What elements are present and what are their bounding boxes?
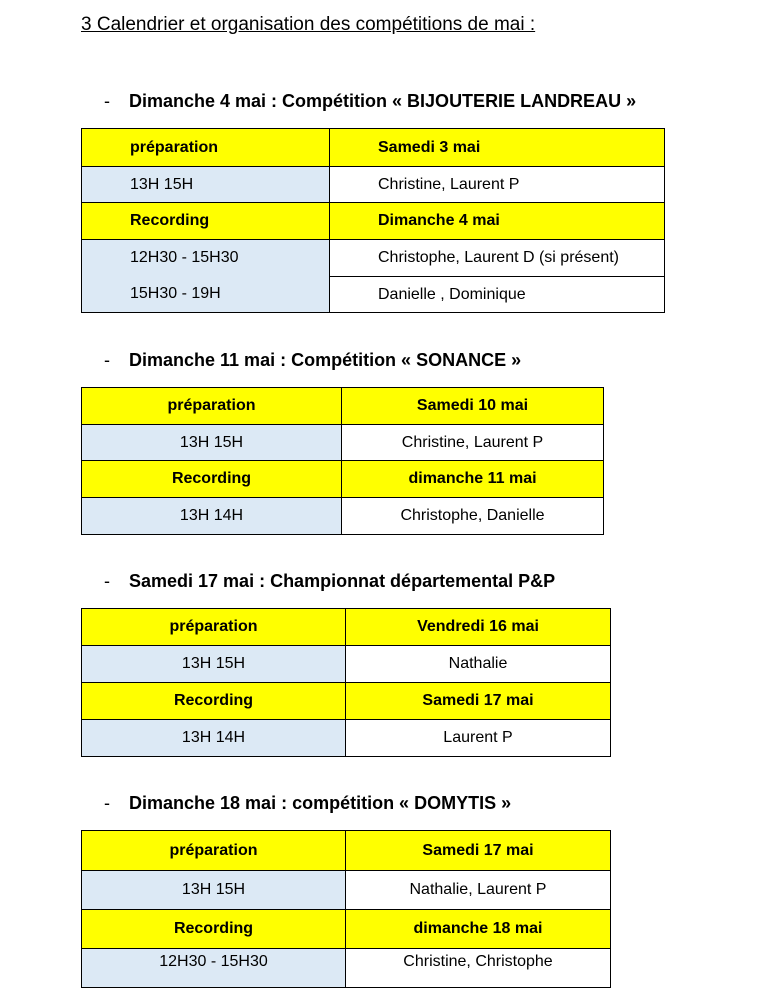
table-cell: 13H 14H bbox=[82, 720, 346, 757]
table-cell: Nathalie bbox=[346, 646, 611, 683]
section-title: Dimanche 18 mai : compétition « DOMYTIS » bbox=[129, 793, 512, 813]
page-title: 3 Calendrier et organisation des compétitions de mai : bbox=[81, 14, 536, 35]
table-cell: Recording bbox=[82, 683, 346, 720]
schedule-table bbox=[81, 608, 611, 757]
table-cell: Christine, Christophe bbox=[346, 949, 611, 988]
table-cell: 13H 15H bbox=[82, 871, 346, 910]
table-row bbox=[82, 277, 665, 313]
table-row bbox=[82, 831, 611, 871]
schedule-table bbox=[81, 128, 665, 313]
table-row bbox=[82, 498, 604, 535]
table-cell: Recording bbox=[82, 203, 330, 240]
table-row bbox=[82, 203, 665, 240]
table-cell: Vendredi 16 mai bbox=[346, 609, 611, 646]
section-heading bbox=[104, 571, 555, 592]
table-row bbox=[82, 871, 611, 910]
section-heading bbox=[104, 91, 636, 112]
table-cell: 13H 15H bbox=[82, 167, 330, 203]
table-cell: préparation bbox=[82, 129, 330, 167]
table-row bbox=[82, 425, 604, 461]
section-title: Dimanche 11 mai : Compétition « SONANCE » bbox=[129, 350, 522, 370]
table-row bbox=[82, 129, 665, 167]
table-cell: Christine, Laurent P bbox=[342, 425, 604, 461]
table-cell: préparation bbox=[82, 609, 346, 646]
table-cell: Laurent P bbox=[346, 720, 611, 757]
table-row bbox=[82, 461, 604, 498]
table-cell: 13H 15H bbox=[82, 646, 346, 683]
table-cell: Danielle , Dominique bbox=[330, 277, 665, 313]
table-cell: Recording bbox=[82, 910, 346, 949]
table-row bbox=[82, 683, 611, 720]
table-cell: Recording bbox=[82, 461, 342, 498]
table-cell: Samedi 3 mai bbox=[330, 129, 665, 167]
table-cell: Christophe, Danielle bbox=[342, 498, 604, 535]
table-cell: Christophe, Laurent D (si présent) bbox=[330, 240, 665, 277]
table-cell: 12H30 - 15H30 bbox=[82, 240, 330, 277]
table-row bbox=[82, 609, 611, 646]
table-row bbox=[82, 388, 604, 425]
table-cell: Samedi 17 mai bbox=[346, 831, 611, 871]
section-title: Dimanche 4 mai : Compétition « BIJOUTERIE LANDREAU » bbox=[129, 91, 637, 111]
table-row bbox=[82, 720, 611, 757]
table-row bbox=[82, 240, 665, 277]
schedule-table bbox=[81, 830, 611, 988]
table-cell: 15H30 - 19H bbox=[82, 277, 330, 313]
table-cell: 12H30 - 15H30 bbox=[82, 949, 346, 988]
table-row bbox=[82, 949, 611, 988]
table-row bbox=[82, 910, 611, 949]
table-cell: Nathalie, Laurent P bbox=[346, 871, 611, 910]
bullet-dash: - bbox=[104, 793, 110, 813]
table-cell: préparation bbox=[82, 831, 346, 871]
table-cell: dimanche 11 mai bbox=[342, 461, 604, 498]
bullet-dash: - bbox=[104, 350, 110, 370]
section-heading bbox=[104, 793, 511, 814]
bullet-dash: - bbox=[104, 571, 110, 591]
section-heading bbox=[104, 350, 521, 371]
table-cell: Samedi 10 mai bbox=[342, 388, 604, 425]
table-cell: 13H 14H bbox=[82, 498, 342, 535]
table-cell: dimanche 18 mai bbox=[346, 910, 611, 949]
bullet-dash: - bbox=[104, 91, 110, 111]
table-cell: Dimanche 4 mai bbox=[330, 203, 665, 240]
table-cell: préparation bbox=[82, 388, 342, 425]
table-cell: Christine, Laurent P bbox=[330, 167, 665, 203]
table-cell: 13H 15H bbox=[82, 425, 342, 461]
schedule-table bbox=[81, 387, 604, 535]
table-row bbox=[82, 167, 665, 203]
table-cell: Samedi 17 mai bbox=[346, 683, 611, 720]
section-title: Samedi 17 mai : Championnat départemental P&P bbox=[129, 571, 556, 591]
table-row bbox=[82, 646, 611, 683]
